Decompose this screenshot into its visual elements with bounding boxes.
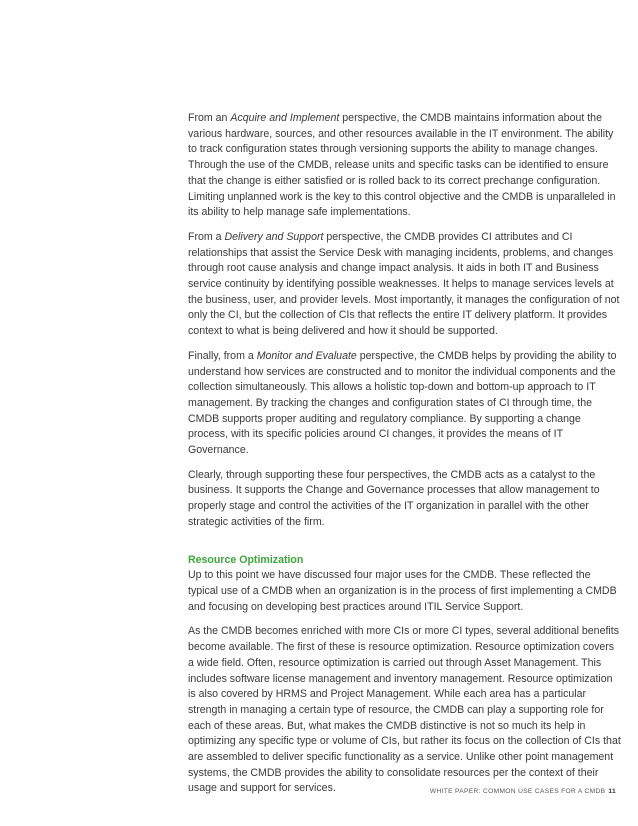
paragraph-monitor-evaluate (188, 349, 622, 459)
paragraph-emphasis: Acquire and Implement (230, 112, 340, 124)
page-number: 11 (608, 788, 616, 795)
footer-label: WHITE PAPER: COMMON USE CASES FOR A CMDB (429, 788, 606, 795)
paragraph-four-perspectives: Clearly, through supporting these four perspectives, the CMDB acts as a catalyst to the business. It supports the Change and Governance processes that allow management to properly stage and control the activities of the IT organization in parallel with the other strategic activities of the firm. (188, 468, 600, 528)
section-heading-resource-optimization: Resource Optimization (188, 553, 304, 566)
paragraph-emphasis: Monitor and Evaluate (256, 349, 357, 362)
paragraph-resource-intro: Up to this point we have discussed four major uses for the CMDB. These reflected the typical use of a CMDB when an organization is in the process of first implementing a CMDB and focusing on developing best practices around ITIL Service Support. (188, 569, 617, 613)
paragraph-lead: From an (188, 112, 231, 124)
paragraph-body: perspective, the CMDB helps by providing the ability to understand how services are constructed and to monitor the individual components and the collection simultaneously. This allows a holistic top-down and bottom-up approach to IT management. By tracking the changes and configuration states of CI through time, the CMDB supports proper auditing and regulatory compliance. By supporting a change process, with its specific policies around CI changes, it provides the means of IT Governance. (188, 349, 617, 457)
paragraph-delivery-support (188, 230, 622, 340)
paragraph-emphasis: Delivery and Support (224, 230, 324, 243)
paragraph-body: perspective, the CMDB provides CI attributes and CI relationships that assist the Service Desk with managing incidents, problems, and changes through root cause analysis and change impact analysis. It aids in both IT and Business service continuity by identifying possible weaknesses. It helps to manage services levels at the business, user, and provider levels. Most importantly, it manages the configuration of not only the CI, but the collection of CIs that reflects the entire IT delivery platform. It provides context to what is being delivered and how it should be supported. (188, 230, 620, 338)
paragraph-lead: From a (188, 230, 225, 243)
paragraph-acquire-implement (188, 111, 622, 221)
main-content (188, 111, 622, 806)
paragraph-resource-benefits: As the CMDB becomes enriched with more CIs or more CI types, several additional benefits become available. The first of these is resource optimization. Resource optimization covers a wide field. Often, resource optimization is carried out through Asset Management. This includes software license management and inventory management. Resource optimization is also covered by HRMS and Project Management. While each area has a particular strength in managing a certain type of resource, the CMDB can play a supporting role for each of these areas. But, what makes the CMDB distinctive is not so much its help in optimizing any specific type or volume of CIs, but rather its focus on the collection of CIs that are assembled to deliver specific functionality as a service. Unlike other point management systems, the CMDB provides the ability to consolidate resources per the context of their usage and support for services. (188, 625, 621, 795)
paragraph-body: perspective, the CMDB maintains information about the various hardware, sources, and other resources available in the IT environment. The ability to track configuration states through versioning supports the ability to manage changes. Through the use of the CMDB, release units and specific tasks can be identified to ensure that the change is either satisfied or is rolled back to its correct prechange configuration. Limiting unplanned work is the key to this control objective and the CMDB is unparalleled in its ability to help manage safe implementations. (188, 112, 616, 219)
page-footer (430, 788, 616, 795)
paragraph-lead: Finally, from a (188, 349, 257, 362)
